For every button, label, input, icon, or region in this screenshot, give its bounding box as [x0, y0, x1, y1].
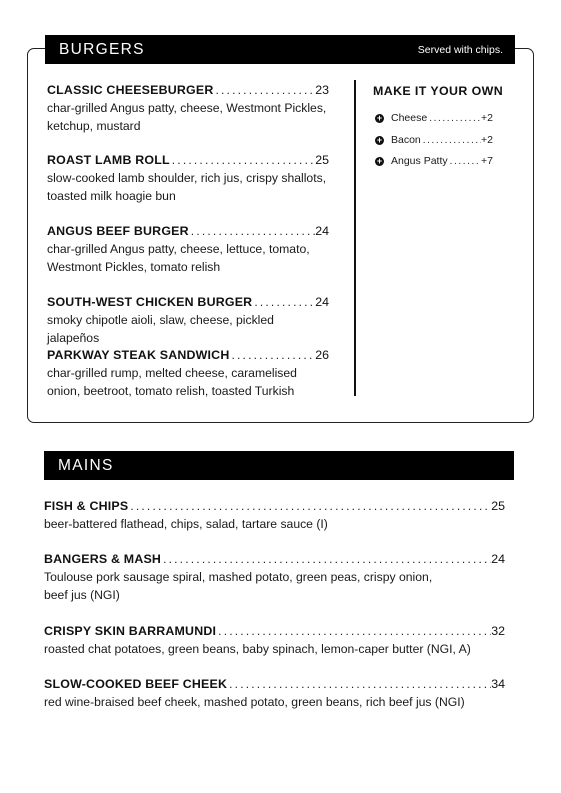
leader-dots — [213, 83, 315, 97]
item-name: ROAST LAMB ROLL — [47, 153, 170, 167]
item-name: SOUTH-WEST CHICKEN BURGER — [47, 295, 253, 309]
menu-item-angus-beef-burger — [47, 224, 329, 276]
addon-price: +2 — [481, 134, 493, 146]
item-price: 25 — [315, 153, 329, 167]
addon-cheese — [375, 112, 493, 124]
item-price: 24 — [315, 295, 329, 309]
burgers-title: BURGERS — [59, 40, 145, 58]
item-description: red wine-braised beef cheek, mashed potato, green beans, rich beef jus (NGI) — [44, 695, 465, 709]
leader-dots — [170, 153, 315, 167]
menu-item-classic-cheeseburger — [47, 83, 329, 135]
item-description: char-grilled Angus patty, cheese, Westmont Pickles, ketchup, mustard — [47, 101, 327, 133]
addon-name: Angus Patty — [391, 155, 448, 167]
addon-name: Bacon — [391, 134, 421, 146]
leader-dots — [252, 295, 315, 309]
menu-item-fish-and-chips — [44, 499, 505, 533]
leader-dots — [421, 135, 481, 146]
item-price: 32 — [491, 624, 505, 638]
item-price: 23 — [315, 83, 329, 97]
plus-circle-icon: + — [376, 155, 383, 166]
item-price: 34 — [491, 677, 505, 691]
item-name: SLOW-COOKED BEEF CHEEK — [44, 677, 228, 691]
mains-header — [44, 451, 514, 480]
addon-price: +7 — [481, 155, 493, 167]
item-description: beer-battered flathead, chips, salad, tartare sauce (I) — [44, 517, 328, 531]
plus-circle-icon: + — [376, 112, 383, 123]
menu-item-slow-cooked-beef-cheek — [44, 677, 505, 711]
addon-price: +2 — [481, 112, 493, 124]
leader-dots — [161, 552, 491, 566]
item-name: ANGUS BEEF BURGER — [47, 224, 189, 238]
item-name: CRISPY SKIN BARRAMUNDI — [44, 624, 217, 638]
addon-angus-patty — [375, 155, 493, 167]
addon-bacon — [375, 134, 493, 146]
column-divider — [354, 80, 356, 396]
item-description: char-grilled Angus patty, cheese, lettuce, tomato, Westmont Pickles, tomato relish — [47, 242, 310, 274]
item-price: 24 — [315, 224, 329, 238]
menu-item-bangers-and-mash — [44, 552, 505, 604]
leader-dots — [189, 224, 315, 238]
item-description: char-grilled rump, melted cheese, caramelised onion, beetroot, tomato relish, toasted Turkish — [47, 366, 297, 398]
addon-name: Cheese — [391, 112, 428, 124]
leader-dots — [128, 499, 491, 513]
item-price: 26 — [315, 348, 329, 362]
burgers-header — [45, 35, 515, 64]
menu-item-crispy-skin-barramundi — [44, 624, 505, 658]
leader-dots — [229, 348, 315, 362]
item-name: PARKWAY STEAK SANDWICH — [47, 348, 230, 362]
menu-item-roast-lamb-roll — [47, 153, 329, 205]
leader-dots — [216, 624, 491, 638]
item-description: Toulouse pork sausage spiral, mashed potato, green peas, crispy onion, beef jus (NGI) — [44, 570, 433, 602]
item-name: CLASSIC CHEESEBURGER — [47, 83, 214, 97]
item-price: 24 — [491, 552, 505, 566]
burgers-note: Served with chips. — [417, 43, 503, 56]
leader-dots — [427, 113, 481, 124]
item-name: BANGERS & MASH — [44, 552, 162, 566]
item-description: roasted chat potatoes, green beans, baby spinach, lemon-caper butter (NGI, A) — [44, 642, 471, 656]
plus-circle-icon: + — [376, 134, 383, 145]
menu-item-south-west-chicken-burger — [47, 295, 329, 347]
leader-dots — [227, 677, 491, 691]
make-it-your-own-title: MAKE IT YOUR OWN — [373, 84, 504, 98]
item-description: slow-cooked lamb shoulder, rich jus, crispy shallots, toasted milk hoagie bun — [47, 171, 327, 203]
item-name: FISH & CHIPS — [44, 499, 129, 513]
item-description: smoky chipotle aioli, slaw, cheese, pickled jalapeños — [47, 313, 274, 345]
mains-title: MAINS — [58, 456, 114, 474]
item-price: 25 — [491, 499, 505, 513]
leader-dots — [448, 156, 481, 167]
menu-item-parkway-steak-sandwich — [47, 348, 329, 400]
